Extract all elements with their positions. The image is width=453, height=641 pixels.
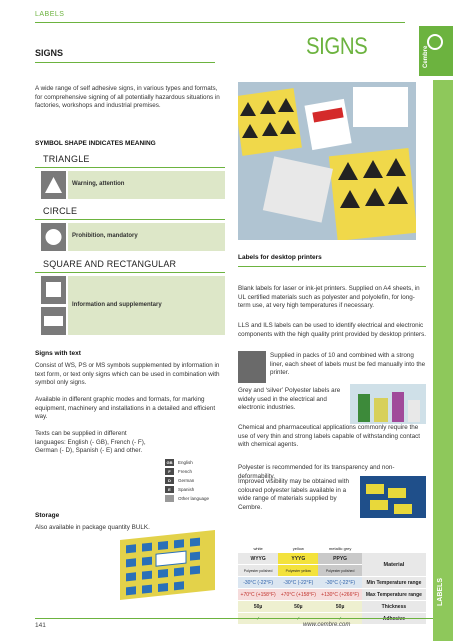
triangle-icon — [41, 171, 66, 199]
coloured-labels-photo — [360, 476, 426, 518]
page-title: SIGNS — [306, 33, 368, 60]
desktop-heading: Labels for desktop printers — [238, 254, 322, 261]
shape-title-triangle: TRIANGLE — [43, 154, 90, 164]
shape-meaning-circle: Prohibition, mandatory — [72, 233, 138, 239]
website-link[interactable]: www.cembre.com — [303, 622, 351, 628]
footer-divider — [35, 618, 433, 619]
table-row: Polyester polished Polyester yellow Polyester polished — [238, 565, 426, 577]
desktop-p4: Grey and ‘silver’ Polyester labels are widely used in the electrical and electronic industries. — [238, 387, 341, 412]
storage-heading: Storage — [35, 512, 60, 519]
desktop-p5: Chemical and pharmaceutical applications commonly require the use of very thin and strong labels capable of withstanding contact with chemical agents. — [238, 424, 421, 449]
shape-title-circle: CIRCLE — [43, 206, 78, 216]
language-item: F French — [165, 467, 225, 476]
language-item: Other language — [165, 494, 225, 503]
shape-divider — [35, 167, 225, 168]
signs-text-p1: Consist of WS, PS or MS symbols supplemented by information in text form, or text only signs which can be used in combination with symbol only signs. — [35, 362, 220, 387]
chemical-bottles-photo — [350, 384, 426, 424]
shape-divider — [35, 272, 225, 273]
table-row: WYYG YYYG PPYG Material — [238, 553, 426, 565]
subsection-title: SIGNS — [35, 48, 64, 58]
symbol-heading: SYMBOL SHAPE INDICATES MEANING — [35, 140, 156, 147]
desktop-p2: LLS and ILS labels can be used to identify electrical and electronic components with the high quality print provided by desktop printers. — [238, 322, 426, 338]
intro-paragraph: A wide range of self adhesive signs, in various types and formats, for comprehensive signing of all potentially hazardous situations in factories, workshops and industrial premises. — [35, 85, 220, 110]
table-row: 50µ 50µ 50µ Thickness — [238, 601, 426, 613]
shape-meaning-triangle: Warning, attention — [72, 181, 125, 187]
desktop-p3: Supplied in packs of 10 and combined with a strong liner, each sheet of labels must be fed manually into the printer. — [270, 352, 426, 377]
signs-product-photo — [238, 82, 416, 240]
header-divider — [35, 22, 405, 23]
desktop-divider — [238, 266, 426, 267]
bulk-labels-image — [120, 530, 215, 600]
desktop-p1: Blank labels for laser or ink-jet printers. Supplied on A4 sheets, in UL certified materials such as polyester and polyolefin, for long-term use, at very high temperatures if necessary. — [238, 285, 420, 310]
shape-label-box — [68, 171, 225, 199]
shape-title-square: SQUARE AND RECTANGULAR — [43, 259, 177, 269]
circle-icon — [41, 223, 66, 251]
shape-label-box — [68, 223, 225, 251]
shape-divider — [35, 219, 225, 220]
logo-text: Cembre — [423, 45, 429, 68]
table-row: -30°C (-22°F) -30°C (-22°F) -30°C (-22°F) Min Temperature range — [238, 577, 426, 589]
printer-photo — [238, 351, 266, 383]
logo-icon — [427, 34, 443, 50]
signs-text-p3: Texts can be supplied in different languages: English (- GB), French (- F), German (- D), Spanish (- E) and other. — [35, 430, 146, 455]
square-icon — [41, 276, 66, 304]
language-item: GB English — [166, 460, 193, 465]
table-row: white yellow metallic grey — [238, 545, 426, 553]
language-item: D German — [165, 476, 225, 485]
side-tab — [433, 80, 453, 641]
signs-text-heading: Signs with text — [35, 350, 81, 357]
shape-meaning-square: Information and supplementary — [72, 302, 162, 308]
language-list — [165, 458, 225, 503]
signs-text-p2: Available in different graphic modes and formats, for marking equipment, machinery and installations in a detailed and efficient way. — [35, 396, 216, 421]
rectangle-icon — [41, 307, 66, 335]
section-label: LABELS — [35, 11, 65, 18]
language-item: E Spanish — [165, 485, 225, 494]
shape-label-box — [68, 276, 225, 335]
desktop-p7: Improved visibility may be obtained with coloured polyester labels available in a wide range of materials supplied by Cembre. — [238, 478, 349, 511]
desktop-p6: Polyester is recommended for its transparency and non-deformability. — [238, 464, 395, 480]
material-table — [238, 545, 426, 625]
storage-text: Also available in package quantity BULK. — [35, 524, 150, 531]
table-row: +70°C (+158°F) +70°C (+158°F) +130°C (+266°F) Max Temperature range — [238, 589, 426, 601]
subsection-divider — [35, 62, 215, 63]
cembre-logo — [419, 26, 453, 76]
page-number: 141 — [35, 622, 46, 629]
side-tab-label: LABELS — [437, 578, 444, 606]
